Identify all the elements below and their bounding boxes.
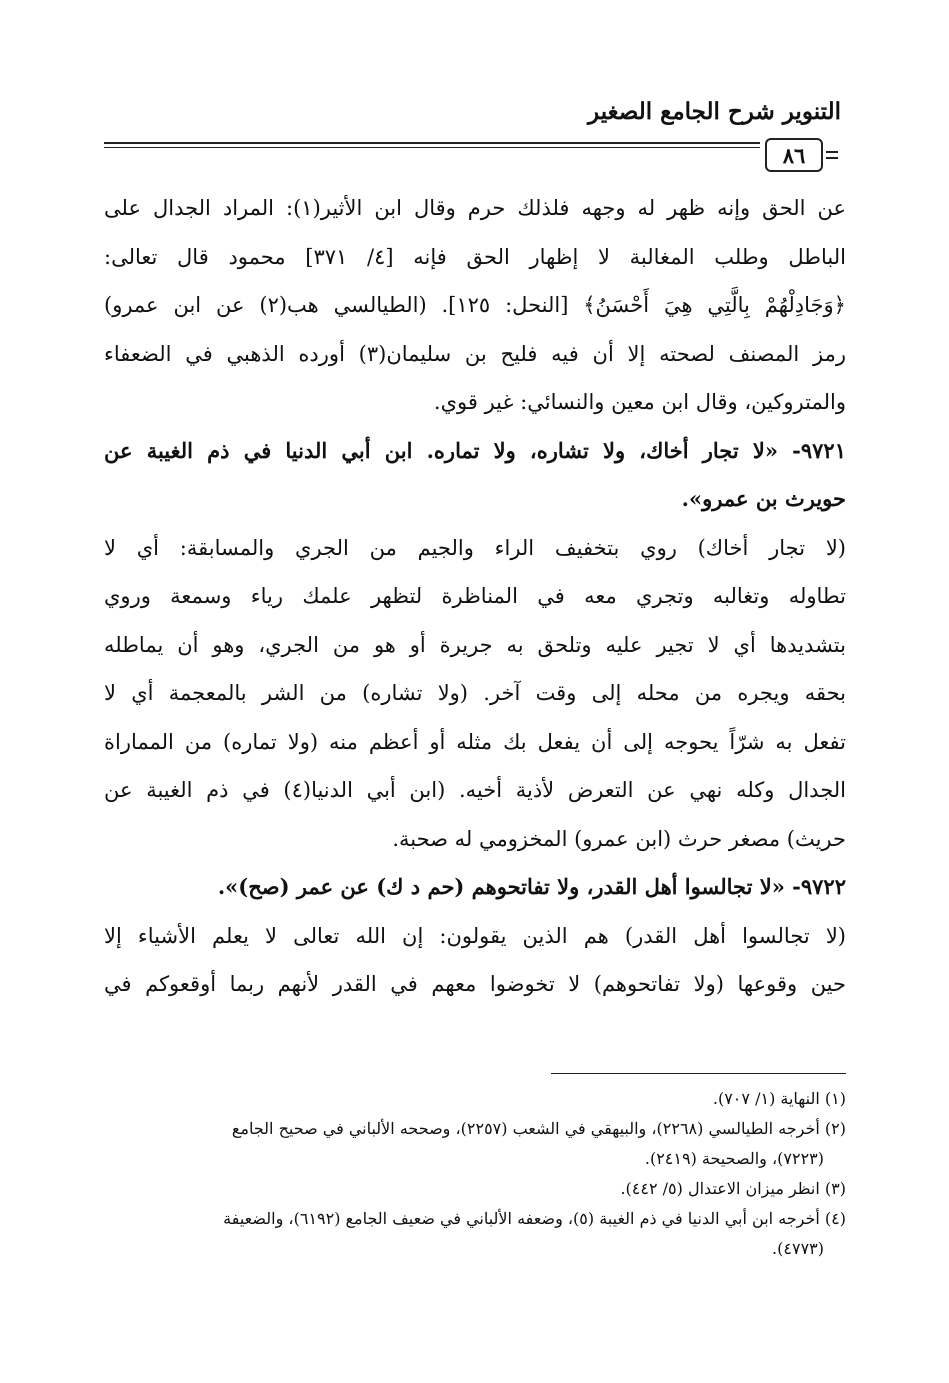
hadith-9722-line: ٩٧٢٢- «لا تجالسوا أهل القدر، ولا تفاتحوهم (حم د ك) عن عمر (صح)». [217, 874, 846, 899]
text-line: (لا تجار أخاك) روي بتخفيف الراء والجيم من الجري والمسابقة: أي لا [104, 535, 846, 560]
hadith-9721-line: ٩٧٢١- «لا تجار أخاك، ولا تشاره، ولا تماره. ابن أبي الدنيا في ذم الغيبة عن [104, 437, 846, 463]
text-line: ﴿وَجَادِلْهُمْ بِالَّتِي هِيَ أَحْسَنُ﴾ [النحل: ١٢٥]. (الطيالسي هب(٢) عن ابن عمرو) [104, 293, 846, 317]
footnote-2-cont: (٧٢٢٣)، والصحيحة (٢٤١٩). [644, 1149, 824, 1168]
header-rule-top [104, 142, 760, 144]
text-line: بحقه ويجره من محله إلى وقت آخر. (ولا تشاره) من الشر بالمعجمة أي لا [104, 681, 846, 705]
page-number-box [765, 138, 823, 172]
running-title: التنوير شرح الجامع الصغير [588, 98, 841, 125]
text-line: رمز المصنف لصحته إلا أن فيه فليح بن سليمان(٣) أورده الذهبي في الضعفاء [104, 341, 846, 366]
footnote-4: (٤) أخرجه ابن أبي الدنيا في ذم الغيبة (٥)، وضعفه الألباني في ضعيف الجامع (٦١٩٢)، والضعيفة [223, 1209, 846, 1228]
footnote-3: (٣) انظر ميزان الاعتدال (٥/ ٤٤٢). [620, 1179, 846, 1198]
footnote-separator [551, 1073, 846, 1074]
text-line: الباطل وطلب المغالبة لا إظهار الحق فإنه [٤/ ٣٧١] محمود قال تعالى: [104, 244, 846, 269]
text-line: تفعل به شرّاً يحوجه إلى أن يفعل بك مثله أو أعظم منه (ولا تماره) من المماراة [104, 729, 846, 754]
footnote-2: (٢) أخرجه الطيالسي (٢٢٦٨)، والبيهقي في الشعب (٢٢٥٧)، وصححه الألباني في صحيح الجامع [231, 1119, 846, 1138]
text-line: الجدال وكله نهي عن التعرض لأذية أخيه. (ابن أبي الدنيا(٤) في ذم الغيبة عن [104, 778, 846, 802]
hadith-9721-line: حويرث بن عمرو». [681, 486, 846, 511]
text-line: (لا تجالسوا أهل القدر) هم الذين يقولون: إن الله تعالى لا يعلم الأشياء إلا [104, 923, 846, 948]
text-line: عن الحق وإنه ظهر له وجهه فلذلك حرم وقال ابن الأثير(١): المراد الجدال على [104, 196, 846, 220]
main-text [104, 184, 846, 1009]
header-rule-right-bottom [826, 157, 838, 159]
text-line: حين وقوعها (ولا تفاتحوهم) لا تخوضوا معهم في القدر لأنهم ربما أوقعوكم في [104, 972, 846, 996]
page-number: ٨٦ [782, 142, 806, 168]
text-line: حريث) مصغر حرث (ابن عمرو) المخزومي له صحبة. [392, 826, 846, 851]
text-line: والمتروكين، وقال ابن معين والنسائي: غير قوي. [433, 390, 846, 414]
footnotes [104, 1084, 846, 1264]
text-line: بتشديدها أي لا تجير عليه وتلحق به جريرة أو هو من الجري، وهو أن يماطله [104, 632, 846, 657]
text-line: تطاوله وتغالبه وتجري معه في المناظرة لتظهر علمك رياء وسمعة وروي [104, 584, 846, 608]
footnote-1: (١) النهاية (١/ ٧٠٧). [712, 1089, 846, 1108]
footnote-4-cont: (٤٧٧٣). [772, 1239, 824, 1258]
header-rule-right-top [826, 151, 838, 153]
header-rule-bottom [104, 147, 760, 148]
